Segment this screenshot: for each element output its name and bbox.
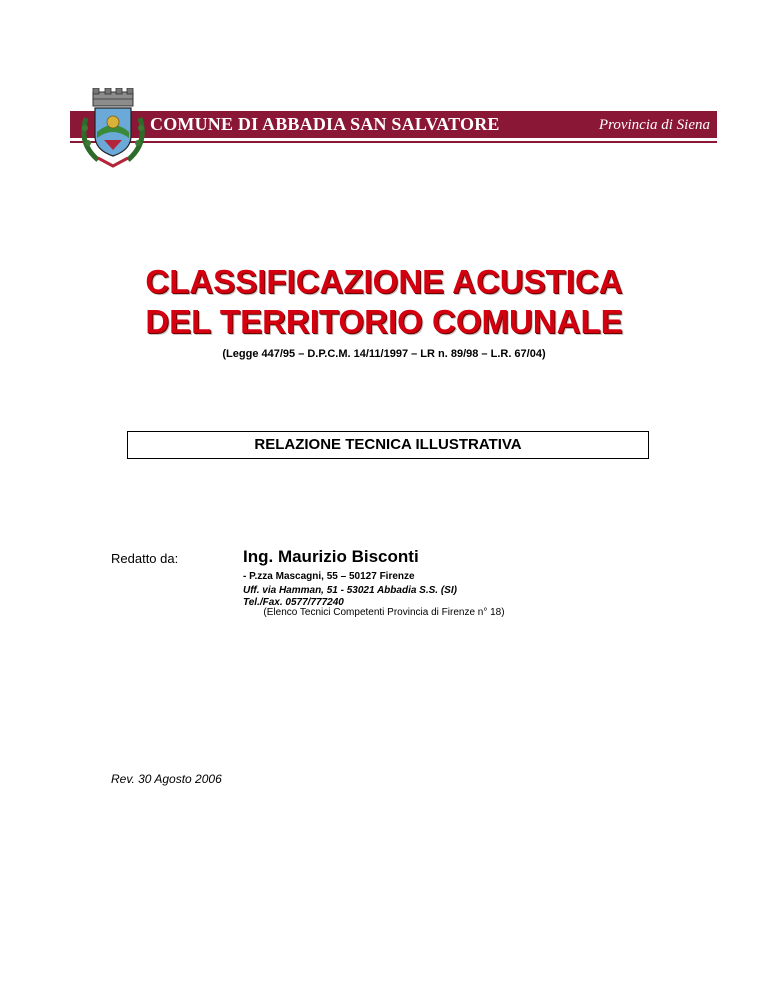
title-line-2: DEL TERRITORIO COMUNALE: [145, 303, 623, 340]
header-underline: [70, 141, 717, 143]
province-name: Provincia di Siena: [598, 117, 710, 133]
author-address: - P.zza Mascagni, 55 – 50127 Firenze: [243, 571, 415, 582]
coat-of-arms-icon: [76, 88, 150, 170]
municipality-name: COMUNE DI ABBADIA SAN SALVATORE: [150, 114, 500, 134]
author-phone: Tel./Fax. 0577/777240: [243, 597, 344, 608]
report-type-box: [127, 431, 649, 459]
revision-date: Rev. 30 Agosto 2006: [111, 772, 222, 786]
author-register: (Elenco Tecnici Competenti Provincia di Firenze n° 18): [263, 607, 505, 618]
law-reference: (Legge 447/95 – D.P.C.M. 14/11/1997 – LR n. 89/98 – L.R. 67/04): [222, 348, 546, 360]
author-name: Ing. Maurizio Bisconti: [243, 547, 419, 566]
title-line-1: CLASSIFICAZIONE ACUSTICA: [145, 263, 623, 300]
author-office: Uff. via Hamman, 51 - 53021 Abbadia S.S. (SI): [243, 585, 457, 596]
report-type-label: RELAZIONE TECNICA ILLUSTRATIVA: [254, 436, 522, 453]
drafted-by-label: Redatto da:: [111, 551, 179, 566]
document-title: [0, 262, 768, 342]
